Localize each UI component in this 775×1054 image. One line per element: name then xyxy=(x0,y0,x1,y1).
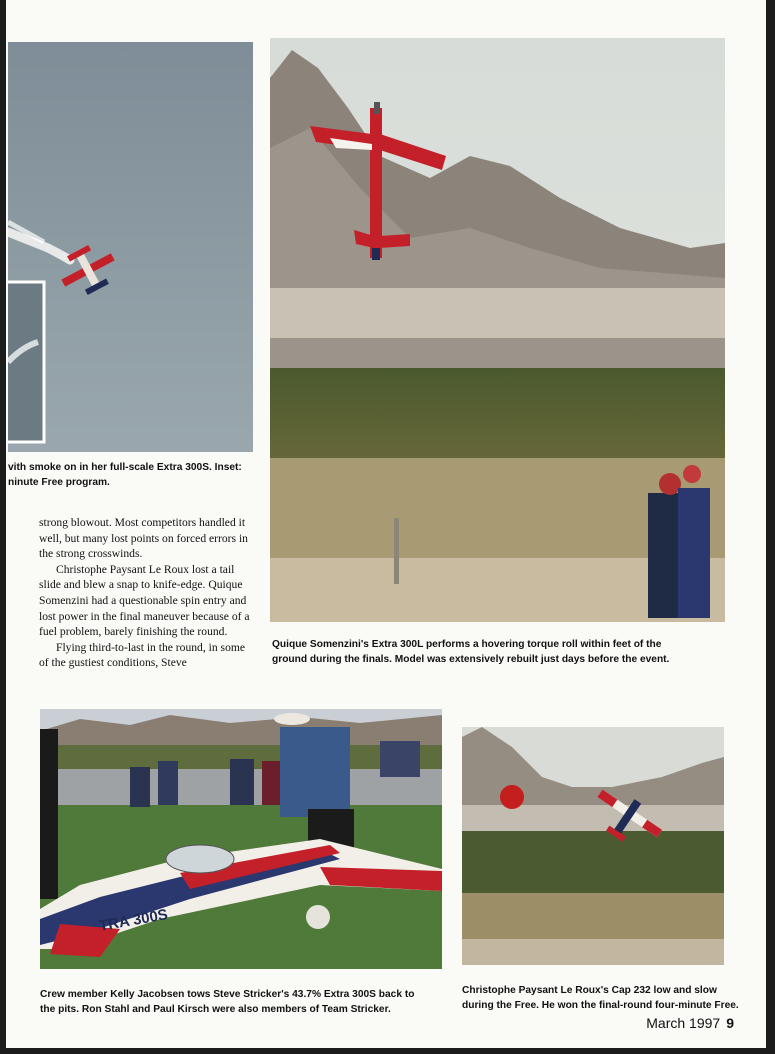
caption-top-left-line1: vith smoke on in her full-scale Extra 300S. Inset: xyxy=(8,462,242,473)
caption-bottom-right-line1: Christophe Paysant Le Roux's Cap 232 low and slow xyxy=(462,985,717,996)
magazine-page xyxy=(6,0,766,1048)
caption-bottom-left xyxy=(40,987,460,1017)
photo-crew-towing-extra-300s xyxy=(40,709,442,969)
article-paragraph-2: Christophe Paysant Le Roux lost a tail slide and blew a snap to knife-edge. Quique Somenzini had a questionable spin entry and lost power in the final maneuver because of a fuel problem, barely finishing the round. xyxy=(39,562,250,639)
article-paragraph-3: Flying third-to-last in the round, in some of the gustiest conditions, Steve xyxy=(39,640,246,670)
article-text-column xyxy=(39,515,255,671)
page-footer xyxy=(646,1015,734,1031)
caption-bottom-left-line1: Crew member Kelly Jacobsen tows Steve Stricker's 43.7% Extra 300S back to xyxy=(40,989,415,1000)
photo-smoke-svg xyxy=(8,42,253,452)
caption-top-right xyxy=(272,637,732,667)
footer-page-number: 9 xyxy=(726,1015,734,1031)
caption-top-left xyxy=(8,460,258,490)
photo-extra-300s-smoke xyxy=(8,42,253,452)
caption-top-left-line2: ninute Free program. xyxy=(8,477,110,488)
footer-month: March 1997 xyxy=(646,1015,721,1031)
caption-bottom-right-line2: during the Free. He won the final-round four-minute Free. xyxy=(462,1000,739,1011)
inset-photo-frame xyxy=(8,282,44,442)
caption-bottom-left-line2: the pits. Ron Stahl and Paul Kirsch were also members of Team Stricker. xyxy=(40,1004,391,1015)
photo-cap-svg xyxy=(462,727,724,965)
photo-crew-svg xyxy=(40,709,442,969)
photo-torque-roll-svg xyxy=(270,38,725,622)
caption-bottom-right xyxy=(462,983,742,1013)
model-name-label: TRA 300S xyxy=(97,906,170,935)
photo-extra-300l-torque-roll xyxy=(270,38,725,622)
caption-top-right-line1: Quique Somenzini's Extra 300L performs a hovering torque roll within feet of the xyxy=(272,639,662,650)
photo-cap-232-low-slow xyxy=(462,727,724,965)
person-edge-icon xyxy=(40,729,58,899)
pylon-balloon-icon xyxy=(500,785,524,809)
article-paragraph-1: strong blowout. Most competitors handled it well, but many lost points on forced errors in the strong crosswinds. xyxy=(39,516,248,561)
caption-top-right-line2: ground during the finals. Model was extensively rebuilt just days before the event. xyxy=(272,654,670,665)
